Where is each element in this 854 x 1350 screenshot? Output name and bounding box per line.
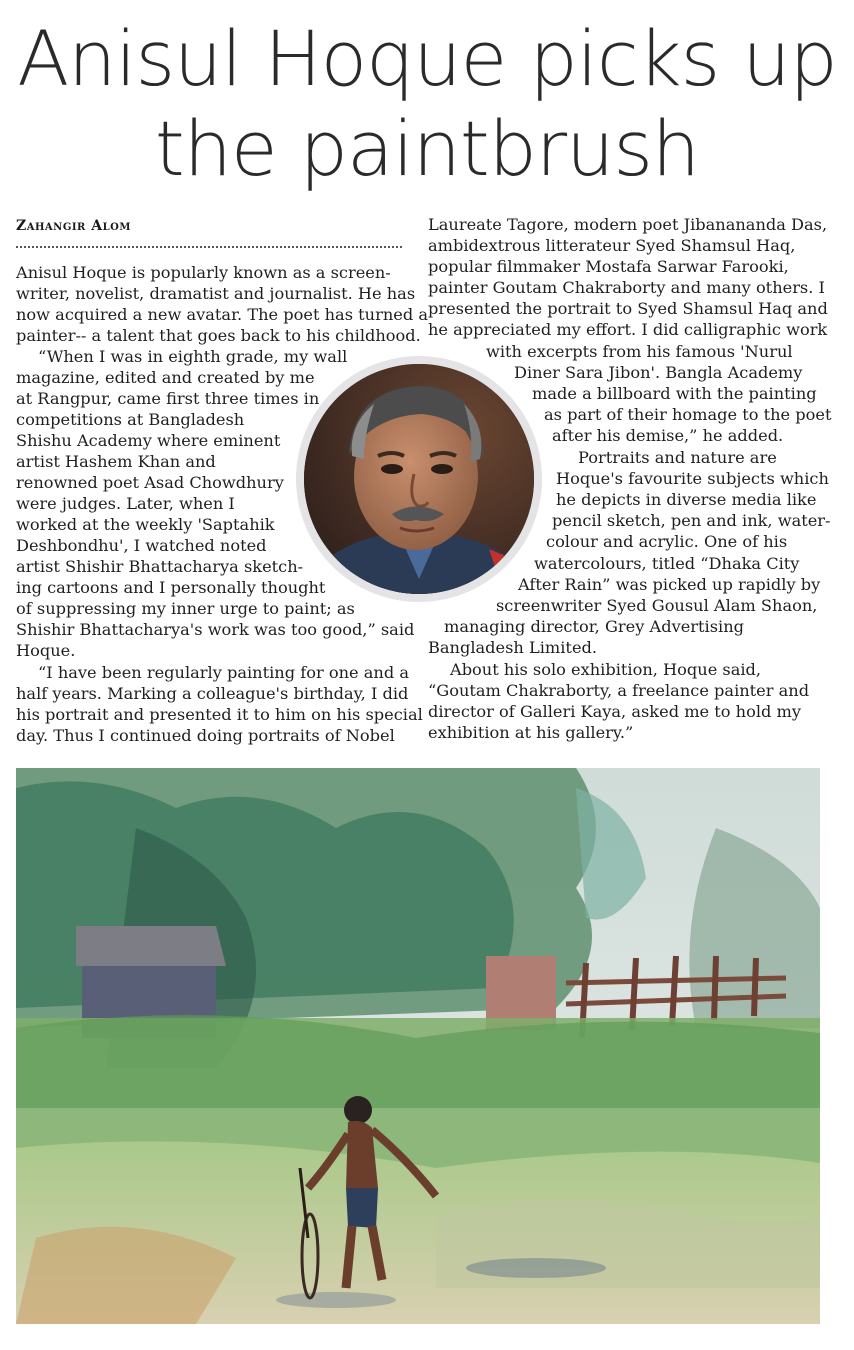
body-line: magazine, edited and created by me [16,368,315,387]
body-line: worked at the weekly 'Saptahik [16,515,275,534]
watercolour-painting-icon [16,768,820,1324]
body-line: after his demise,” he added. [552,426,784,445]
headline [0,14,854,194]
body-line: were judges. Later, when I [16,494,235,513]
body-line: Hoque. [16,641,76,660]
headline-line-2: the paintbrush [154,104,700,193]
body-line: competitions at Bangladesh [16,410,245,429]
body-line: popular filmmaker Mostafa Sarwar Farooki, [428,257,789,276]
body-line: painter-- a talent that goes back to his childhood. [16,326,421,345]
body-line: presented the portrait to Syed Shamsul Haq and [428,299,828,318]
body-line: Laureate Tagore, modern poet Jibanananda Das, [428,215,828,234]
byline-divider [16,246,402,248]
headline-line-1: Anisul Hoque picks up [17,14,837,103]
portrait-drawing [304,364,534,594]
body-line: with excerpts from his famous 'Nurul [486,342,793,361]
body-line: “When I was in eighth grade, my wall [38,347,348,366]
body-line: Diner Sara Jibon'. Bangla Academy [514,363,803,382]
body-line: day. Thus I continued doing portraits of Nobel [16,726,395,745]
body-line: he appreciated my effort. I did calligraphic work [428,320,828,339]
body-line: Deshbondhu', I watched noted [16,536,267,555]
body-line: Bangladesh Limited. [428,638,598,657]
body-line: ing cartoons and I personally thought [16,578,326,597]
body-line: as part of their homage to the poet [544,405,832,424]
portrait-photo-icon [304,364,534,594]
body-line: managing director, Grey Advertising [444,617,744,636]
body-line: director of Galleri Kaya, asked me to hold my [428,702,802,721]
painting-drawing [16,768,820,1324]
body-line: Shishu Academy where eminent [16,431,281,450]
body-line: Shishir Bhattacharya's work was too good,” said [16,620,415,639]
body-line: Anisul Hoque is popularly known as a screen- [16,263,391,282]
body-line: now acquired a new avatar. The poet has turned a [16,305,428,324]
body-line: his portrait and presented it to him on his special [16,705,423,724]
body-line: artist Hashem Khan and [16,452,216,471]
body-line: After Rain” was picked up rapidly by [518,575,821,594]
body-line: half years. Marking a colleague's birthday, I did [16,684,409,703]
body-line: at Rangpur, came first three times in [16,389,320,408]
body-line: of suppressing my inner urge to paint; as [16,599,355,618]
body-line: pencil sketch, pen and ink, water- [552,511,831,530]
body-line: “Goutam Chakraborty, a freelance painter and [428,681,810,700]
body-line: renowned poet Asad Chowdhury [16,473,284,492]
body-line: ambidextrous litterateur Syed Shamsul Haq, [428,236,796,255]
body-line: writer, novelist, dramatist and journalist. He has [16,284,416,303]
body-line: he depicts in diverse media like [556,490,817,509]
body-line: screenwriter Syed Gousul Alam Shaon, [496,596,818,615]
body-line: colour and acrylic. One of his [546,532,788,551]
body-line: Hoque's favourite subjects which [556,469,829,488]
body-line: made a billboard with the painting [532,384,817,403]
body-line: exhibition at his gallery.” [428,723,634,742]
body-line: painter Goutam Chakraborty and many others. I [428,278,825,297]
body-line: About his solo exhibition, Hoque said, [450,660,762,679]
body-line: artist Shishir Bhattacharya sketch- [16,557,304,576]
body-line: watercolours, titled “Dhaka City [534,554,800,573]
body-line: Portraits and nature are [578,448,777,467]
body-line: “I have been regularly painting for one and a [38,663,409,682]
byline: Zahangir Alom [16,218,131,234]
